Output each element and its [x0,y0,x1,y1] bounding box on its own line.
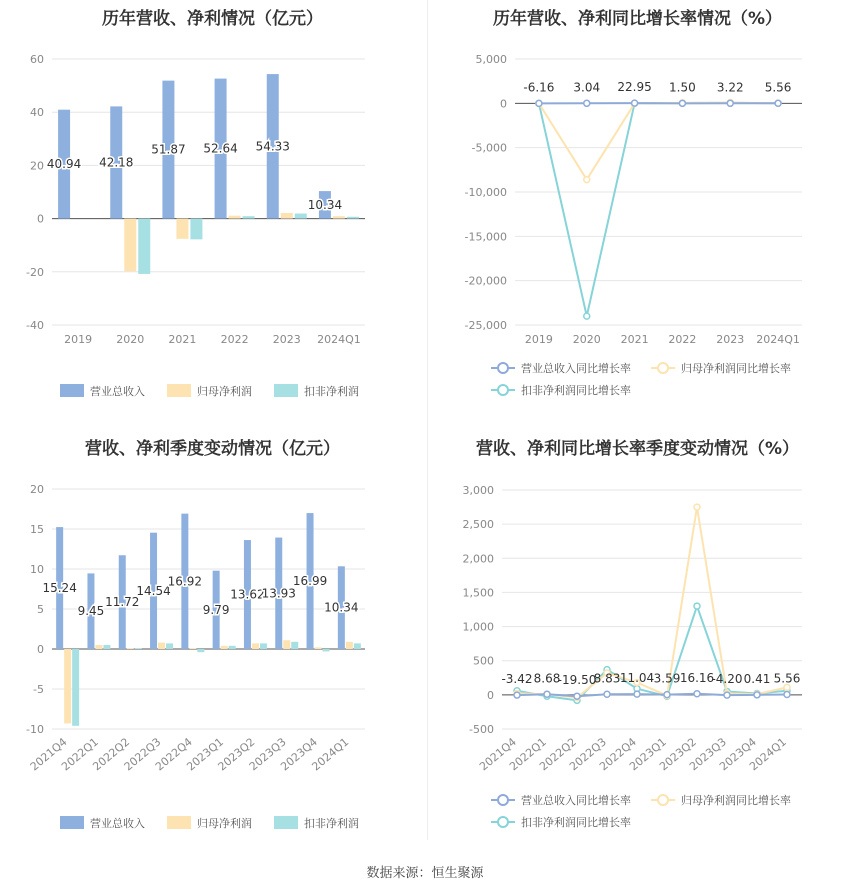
data-label: 22.95 [617,80,652,95]
legend-marker [658,795,668,805]
data-label: 15.24 [42,581,77,596]
x-tick-label: 2023Q4 [717,735,759,774]
x-tick-label: 2023 [716,333,745,346]
x-tick-label: 2019 [64,333,93,346]
x-tick-label: 2024Q1 [309,735,352,774]
data-label: 10.34 [307,197,343,212]
data-label: 3.59 [653,671,681,686]
y-tick-label: 5 [37,603,44,616]
panel-divider [427,0,428,840]
legend-label: 营业总收入同比增长率 [521,362,631,375]
legend-label: 扣非净利润同比增长率 [521,384,631,397]
x-tick-label: 2020 [572,333,601,346]
bar [124,219,136,272]
data-point [694,504,700,510]
bar [333,216,345,218]
x-tick-label: 2022 [668,333,697,346]
data-point [775,100,781,106]
legend-label: 营业总收入同比增长率 [521,794,631,807]
data-point [632,100,638,106]
chart-title: 历年营收、净利同比增长率情况（%） [492,9,783,29]
y-tick-label: 0 [487,688,494,702]
legend-swatch [167,816,191,829]
bar [283,640,290,649]
data-label: 5.56 [773,671,801,686]
y-tick-label: -500 [469,723,494,736]
y-tick-label: 40 [30,106,44,120]
data-label: 3.22 [716,80,744,95]
x-tick-label: 2021 [620,333,649,346]
y-tick-label: 20 [30,483,44,496]
annual-growth-chart [425,0,850,430]
legend-label: 营业总收入 [90,817,145,830]
x-tick-label: 2023Q3 [246,735,289,774]
y-tick-label: -10 [26,723,44,736]
x-tick-label: 2023Q2 [657,735,699,774]
x-tick-label: 2022Q2 [90,735,133,774]
y-tick-label: -15,000 [464,230,507,244]
bar [190,219,202,240]
data-label: 8.68 [533,671,561,686]
y-tick-label: 0 [37,212,44,226]
bar [229,216,241,219]
legend-marker [498,363,508,373]
legend-label: 扣非净利润 [304,817,359,830]
legend-label: 归母净利润 [197,817,252,830]
x-tick-label: 2022Q3 [121,735,164,774]
y-tick-label: 1,000 [462,620,494,634]
bar [103,645,110,649]
series-line [539,103,778,316]
bar [64,649,71,723]
x-tick-label: 2023Q4 [278,735,320,774]
data-label: 42.18 [99,155,134,170]
y-tick-label: 5,000 [475,53,507,66]
legend-marker [498,795,508,805]
legend-swatch [60,816,84,829]
bar [135,648,142,649]
x-tick-label: 2021Q4 [477,735,519,774]
legend-swatch [60,384,84,397]
data-point [536,100,542,106]
bar [252,643,259,649]
series-line [517,694,787,696]
data-label: 54.33 [255,139,290,154]
data-label: 16.16 [679,670,715,685]
data-label: 8.83 [593,671,621,686]
series-line [517,507,787,698]
bar [158,643,165,649]
bar [291,642,298,649]
data-point [694,691,700,697]
bar [295,214,307,219]
bar [166,643,173,649]
chart-title: 营收、净利季度变动情况（亿元） [85,439,340,459]
y-tick-label: 0 [37,643,44,656]
data-point [664,692,670,698]
x-tick-label: 2024Q1 [756,333,800,346]
data-label: 51.87 [151,142,186,157]
y-tick-label: 15 [30,523,44,536]
data-label: -19.50 [557,673,597,688]
y-tick-label: 3,000 [462,484,494,497]
data-label: 16.92 [167,574,203,589]
bar [354,643,361,649]
data-label: 9.79 [202,602,230,617]
legend-label: 归母净利润同比增长率 [681,362,791,375]
data-label: 13.62 [230,587,265,602]
data-point [727,100,733,106]
annual-growth-panel [425,0,850,430]
bar [323,649,330,651]
data-label: 14.54 [136,583,171,598]
bar [229,646,236,649]
data-label: 0.41 [743,671,771,686]
data-label: 11.72 [105,595,140,610]
y-tick-label: 2,500 [462,518,494,532]
bar [260,643,267,649]
data-label: 16.99 [292,574,328,589]
bar [346,642,353,649]
data-point [584,177,590,183]
x-tick-label: 2022Q3 [567,735,609,774]
y-tick-label: -5 [33,683,44,696]
y-tick-label: 0 [500,97,507,111]
data-label: -6.16 [523,80,555,95]
y-tick-label: -40 [26,319,44,332]
bar [95,645,102,649]
x-tick-label: 2023Q3 [687,735,729,774]
data-point [724,692,730,698]
data-point [784,691,790,697]
legend-marker [498,385,508,395]
data-source-footer: 数据来源：恒生聚源 [366,866,484,881]
quarterly-amount-panel [0,430,425,860]
y-tick-label: -20 [26,265,44,279]
data-point [584,313,590,319]
y-tick-label: -20,000 [464,274,507,288]
bar [281,213,293,219]
legend-swatch [274,816,298,829]
x-tick-label: 2020 [116,333,145,346]
annual-amount-chart [0,0,425,430]
bar [221,646,228,649]
bar [347,217,359,219]
legend-label: 归母净利润 [197,385,252,398]
data-point [584,100,590,106]
x-tick-label: 2023Q1 [627,735,669,774]
x-tick-label: 2024Q1 [317,333,361,346]
data-label: 5.56 [764,80,792,95]
legend-label: 归母净利润同比增长率 [681,794,791,807]
x-tick-label: 2023Q1 [184,735,227,774]
quarterly-growth-panel [425,430,850,860]
data-label: 10.34 [324,600,359,615]
x-tick-label: 2022Q2 [537,735,579,774]
bar [243,216,255,218]
data-label: -4.20 [711,672,743,687]
x-tick-label: 2021 [168,333,197,346]
data-label: 52.64 [203,141,238,156]
x-tick-label: 2019 [524,333,553,346]
x-tick-label: 2022Q4 [152,735,195,774]
data-point [514,692,520,698]
legend-label: 扣非净利润 [304,385,359,398]
quarterly-growth-chart [425,430,850,860]
quarterly-amount-chart [0,430,425,860]
data-point [544,691,550,697]
data-point [679,100,685,106]
data-point [574,693,580,699]
y-tick-label: 20 [30,159,44,173]
y-tick-label: 1,500 [462,586,494,600]
annual-amount-panel [0,0,425,430]
x-tick-label: 2023 [272,333,301,346]
data-point [604,691,610,697]
y-tick-label: 500 [473,654,494,668]
y-tick-label: 10 [30,563,44,576]
data-label: 11.04 [619,671,655,686]
y-tick-label: 2,000 [462,552,494,566]
data-label: 3.04 [573,80,601,95]
chart-title: 营收、净利同比增长率季度变动情况（%） [475,439,800,459]
x-tick-label: 2022Q4 [597,735,639,774]
x-tick-label: 2022 [220,333,249,346]
legend-marker [658,363,668,373]
legend-label: 扣非净利润同比增长率 [521,816,631,829]
bar [176,219,188,239]
data-point [754,692,760,698]
x-tick-label: 2023Q2 [215,735,258,774]
bar [189,648,196,649]
y-tick-label: -25,000 [464,319,507,332]
x-tick-label: 2022Q1 [59,735,101,774]
x-tick-label: 2022Q1 [507,735,549,774]
bar [72,649,79,726]
bar [138,219,150,274]
legend-label: 营业总收入 [90,385,145,398]
legend-marker [498,817,508,827]
bar [197,649,204,652]
legend-swatch [167,384,191,397]
legend-swatch [274,384,298,397]
x-tick-label: 2024Q1 [747,735,789,774]
data-label: 1.50 [669,80,696,95]
data-label: 13.93 [261,586,296,601]
data-label: 9.45 [77,604,105,619]
data-point [634,691,640,697]
y-tick-label: -10,000 [464,186,507,199]
data-label: -3.42 [501,672,533,687]
bar [315,647,322,649]
x-tick-label: 2021Q4 [27,735,70,774]
data-label: 40.94 [46,157,82,172]
chart-title: 历年营收、净利情况（亿元） [102,9,323,29]
y-tick-label: -5,000 [471,141,507,155]
y-tick-label: 60 [30,53,44,66]
series-line [539,103,778,180]
data-point [694,603,700,609]
bar [127,648,134,649]
